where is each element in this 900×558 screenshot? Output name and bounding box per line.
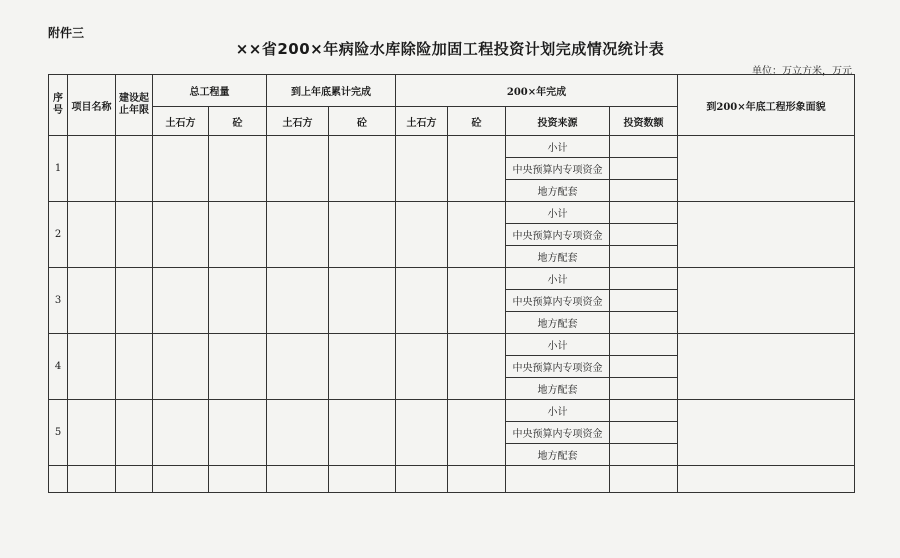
cell-empty [153,400,209,466]
cell-empty [396,466,448,493]
cell-empty [116,202,153,268]
cell-empty [448,466,506,493]
cell-empty [68,466,116,493]
cell-investment-amount [610,334,678,356]
cell-seq: 4 [49,334,68,400]
header-concrete: 砼 [329,107,396,136]
cell-empty [329,466,396,493]
cell-empty [396,400,448,466]
header-total-quantity: 总工程量 [153,75,267,107]
cell-empty [267,334,329,400]
cell-empty [116,136,153,202]
cell-empty [153,466,209,493]
cell-fund-source: 小计 [506,202,610,224]
cell-progress [678,268,855,334]
cell-investment-amount [610,422,678,444]
cell-investment-amount [610,356,678,378]
cell-fund-source: 地方配套 [506,246,610,268]
cell-fund-source: 小计 [506,400,610,422]
header-year-completed: 200×年完成 [396,75,678,107]
header-investment-amount: 投资数额 [610,107,678,136]
cell-empty [116,334,153,400]
cell-empty [153,268,209,334]
cell-investment-amount [610,202,678,224]
table-row [49,136,855,158]
table-row-blank [49,466,855,493]
cell-fund-source: 中央预算内专项资金 [506,422,610,444]
cell-fund-source: 小计 [506,268,610,290]
cell-fund-source: 中央预算内专项资金 [506,158,610,180]
cell-fund-source: 小计 [506,136,610,158]
cell-empty [267,136,329,202]
header-earth-stone: 土石方 [267,107,329,136]
cell-empty [68,136,116,202]
unit-label: 单位：万立方米，万元 [752,66,852,77]
cell-fund-source: 地方配套 [506,444,610,466]
cell-seq: 1 [49,136,68,202]
header-seq: 序号 [49,75,68,136]
cell-empty [506,466,610,493]
cell-fund-source: 地方配套 [506,312,610,334]
cell-investment-amount [610,268,678,290]
cell-empty [329,268,396,334]
cell-empty [329,400,396,466]
cell-empty [396,334,448,400]
cell-empty [153,334,209,400]
cell-empty [396,136,448,202]
cell-seq: 2 [49,202,68,268]
cell-seq: 5 [49,400,68,466]
cell-progress [678,400,855,466]
page-title: ××省200×年病险水库除险加固工程投资计划完成情况统计表 [235,40,665,58]
cell-empty [448,268,506,334]
cell-investment-amount [610,136,678,158]
cell-seq: 3 [49,268,68,334]
cell-empty [209,400,267,466]
cell-empty [68,400,116,466]
cell-investment-amount [610,224,678,246]
cell-progress [678,136,855,202]
cell-investment-amount [610,312,678,334]
cell-empty [209,136,267,202]
table-row [49,334,855,356]
cell-progress [678,202,855,268]
cell-empty [116,268,153,334]
cell-investment-amount [610,378,678,400]
cell-empty [396,202,448,268]
cell-investment-amount [610,246,678,268]
cell-empty [610,466,678,493]
cell-empty [267,202,329,268]
cell-investment-amount [610,290,678,312]
cell-empty [68,334,116,400]
cell-empty [448,136,506,202]
cell-empty [329,202,396,268]
header-earth-stone: 土石方 [396,107,448,136]
cell-empty [116,466,153,493]
table-row [49,400,855,422]
cell-empty [678,466,855,493]
cell-investment-amount [610,158,678,180]
cell-empty [68,268,116,334]
cell-empty [209,202,267,268]
cell-fund-source: 地方配套 [506,180,610,202]
cell-investment-amount [610,444,678,466]
header-concrete: 砼 [209,107,267,136]
header-fund-source: 投资来源 [506,107,610,136]
cell-empty [267,268,329,334]
cell-empty [448,334,506,400]
cell-empty [267,466,329,493]
cell-empty [153,136,209,202]
table-body [49,136,855,493]
cell-empty [329,136,396,202]
header-concrete: 砼 [448,107,506,136]
header-earth-stone: 土石方 [153,107,209,136]
cell-fund-source: 小计 [506,334,610,356]
cell-fund-source: 中央预算内专项资金 [506,356,610,378]
cell-empty [448,400,506,466]
cell-empty [209,268,267,334]
header-period: 建设起止年限 [116,75,153,136]
cell-empty [116,400,153,466]
cell-investment-amount [610,400,678,422]
cell-progress [678,334,855,400]
cell-empty [49,466,68,493]
cell-empty [209,334,267,400]
cell-empty [396,268,448,334]
statistics-table [48,74,855,493]
cell-empty [68,202,116,268]
cell-investment-amount [610,180,678,202]
cell-fund-source: 地方配套 [506,378,610,400]
cell-empty [209,466,267,493]
cell-empty [448,202,506,268]
header-row-1 [49,75,855,107]
header-project-name: 项目名称 [68,75,116,136]
header-progress: 到200×年底工程形象面貌 [678,75,855,136]
cell-fund-source: 中央预算内专项资金 [506,290,610,312]
header-cumulative: 到上年底累计完成 [267,75,396,107]
cell-empty [153,202,209,268]
cell-empty [267,400,329,466]
cell-empty [329,334,396,400]
attachment-label: 附件三 [48,26,85,40]
table-row [49,268,855,290]
table-row [49,202,855,224]
cell-fund-source: 中央预算内专项资金 [506,224,610,246]
